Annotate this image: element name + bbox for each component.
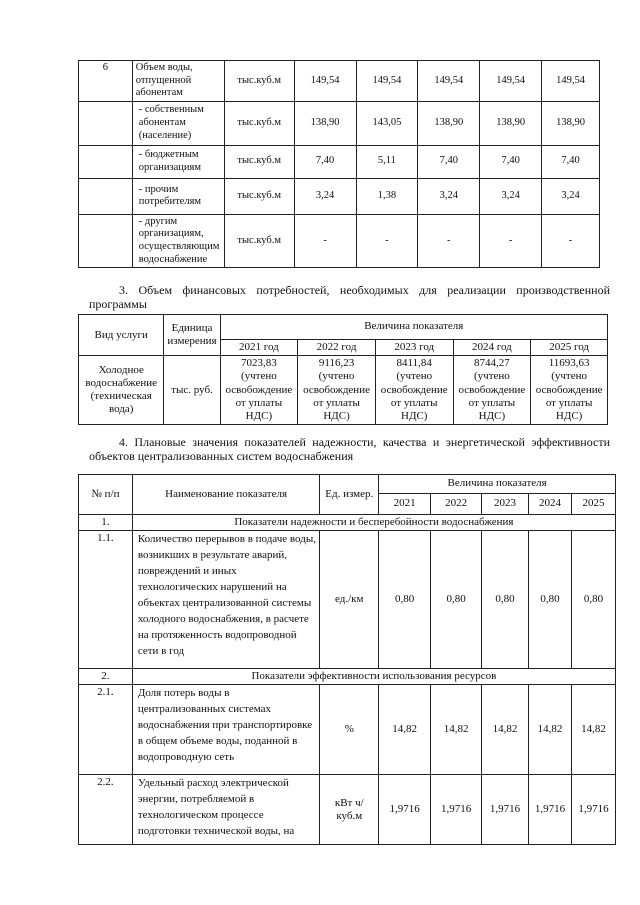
table-row: [79, 145, 600, 178]
year-header: 2024: [529, 494, 572, 515]
row-value: 7,40: [418, 145, 480, 178]
row-value: 0,80: [571, 531, 615, 669]
year-header: 2022 год: [298, 340, 376, 356]
row-value: 14,82: [529, 685, 572, 775]
row-value: 14,82: [431, 685, 482, 775]
section-title: Показатели эффективности использования ресурсов: [132, 669, 615, 685]
row-value: -: [356, 214, 418, 267]
row-name: - другим организациям, осуществляющим водоснабжение: [132, 214, 224, 267]
year-header: 2024 год: [453, 340, 531, 356]
row-value: 1,9716: [379, 775, 431, 845]
value-note: (учтено освобождение от уплаты НДС): [458, 370, 526, 422]
row-number: [79, 214, 133, 267]
row-name: Количество перерывов в подаче воды, возникших в результате аварий, повреждений и иных технологических нарушений на объектах централизованной системы холодного водоснабжения, в расчете на протяженность водопроводной сети в год: [132, 531, 320, 669]
col-unit-header: Ед. измер.: [320, 475, 379, 515]
year-header: 2021 год: [220, 340, 298, 356]
row-unit: тыс.куб.м: [224, 145, 294, 178]
row-value: 138,90: [294, 101, 356, 145]
col-unit-header: Единица измерения: [164, 315, 220, 356]
table-row: [79, 101, 600, 145]
row-value: 3,24: [480, 178, 542, 214]
section-row: [79, 669, 616, 685]
value-amount: 11693,63: [548, 357, 590, 370]
row-value: 1,9716: [482, 775, 529, 845]
col-name-header: Наименование показателя: [132, 475, 320, 515]
financial-value: [375, 356, 453, 425]
col-value-header: Величина показателя: [379, 475, 616, 494]
year-header: 2023 год: [375, 340, 453, 356]
year-header: 2025: [571, 494, 615, 515]
row-number: [79, 101, 133, 145]
row-number: [79, 145, 133, 178]
indicators-table: [78, 474, 616, 845]
row-value: 14,82: [571, 685, 615, 775]
value-note: (учтено освобождение от уплаты НДС): [303, 370, 370, 422]
section-row: [79, 515, 616, 531]
row-unit: кВт ч/куб.м: [320, 775, 379, 845]
row-value: -: [418, 214, 480, 267]
col-value-header: Величина показателя: [220, 315, 607, 340]
row-number: 6: [79, 61, 133, 102]
value-amount: 9116,23: [318, 357, 355, 370]
row-value: 1,38: [356, 178, 418, 214]
water-volume-table: [78, 60, 600, 268]
financial-value: [531, 356, 608, 425]
financial-value: [298, 356, 376, 425]
section-4-heading: 4. Плановые значения показателей надежности, качества и энергетической эффективности объектов централизованных систем водоснабжения: [89, 435, 610, 463]
row-value: 0,80: [529, 531, 572, 669]
row-value: -: [542, 214, 600, 267]
row-number: 2.1.: [79, 685, 133, 775]
table-row: [79, 685, 616, 775]
table-row: [79, 178, 600, 214]
row-unit: тыс.куб.м: [224, 214, 294, 267]
row-name: - прочим потребителям: [132, 178, 224, 214]
value-amount: 8411,84: [396, 357, 432, 370]
row-value: 138,90: [480, 101, 542, 145]
row-value: 1,9716: [431, 775, 482, 845]
row-value: 14,82: [379, 685, 431, 775]
row-value: 14,82: [482, 685, 529, 775]
table-row: [79, 214, 600, 267]
row-number: 1.1.: [79, 531, 133, 669]
row-name: Доля потерь воды в централизованных системах водоснабжения при транспортировке в общем объеме воды, поданной в водопроводную сеть: [132, 685, 320, 775]
row-name: - собственным абонентам (население): [132, 101, 224, 145]
year-header: 2025 год: [531, 340, 608, 356]
row-value: 149,54: [418, 61, 480, 102]
row-value: 149,54: [480, 61, 542, 102]
row-value: 7,40: [480, 145, 542, 178]
row-value: 149,54: [294, 61, 356, 102]
row-unit: тыс.куб.м: [224, 101, 294, 145]
year-header: 2023: [482, 494, 529, 515]
year-header: 2022: [431, 494, 482, 515]
row-value: 138,90: [418, 101, 480, 145]
row-name: Удельный расход электрической энергии, потребляемой в технологическом процессе подготовки технической воды, на: [132, 775, 320, 845]
row-value: 1,9716: [571, 775, 615, 845]
col-num-header: № п/п: [79, 475, 133, 515]
section-number: 1.: [79, 515, 133, 531]
value-note: (учтено освобождение от уплаты НДС): [380, 370, 448, 422]
table-row: [79, 61, 600, 102]
row-value: 3,24: [542, 178, 600, 214]
table-row: [79, 531, 616, 669]
row-unit: %: [320, 685, 379, 775]
row-value: 7,40: [542, 145, 600, 178]
service-unit: тыс. руб.: [164, 356, 220, 425]
value-note: (учтено освобождение от уплаты НДС): [225, 370, 293, 422]
row-value: 143,05: [356, 101, 418, 145]
row-name: Объем воды, отпущенной абонентам: [132, 61, 224, 102]
row-value: 0,80: [482, 531, 529, 669]
row-value: 0,80: [379, 531, 431, 669]
row-value: 0,80: [431, 531, 482, 669]
row-value: -: [480, 214, 542, 267]
row-value: 1,9716: [529, 775, 572, 845]
row-number: 2.2.: [79, 775, 133, 845]
row-value: 5,11: [356, 145, 418, 178]
section-title: Показатели надежности и бесперебойности водоснабжения: [132, 515, 615, 531]
value-amount: 7023,83: [241, 357, 277, 370]
row-unit: ед./км: [320, 531, 379, 669]
value-note: (учтено освобождение от уплаты НДС): [535, 370, 603, 422]
row-unit: тыс.куб.м: [224, 61, 294, 102]
year-header: 2021: [379, 494, 431, 515]
value-amount: 8744,27: [474, 357, 510, 370]
row-value: 138,90: [542, 101, 600, 145]
section-number: 2.: [79, 669, 133, 685]
row-value: 149,54: [542, 61, 600, 102]
row-value: 3,24: [294, 178, 356, 214]
financial-value: [220, 356, 298, 425]
service-name: Холодное водоснабжение (техническая вода): [79, 356, 164, 425]
row-value: 7,40: [294, 145, 356, 178]
row-unit: тыс.куб.м: [224, 178, 294, 214]
table-row: [79, 775, 616, 845]
section-3-heading: 3. Объем финансовых потребностей, необходимых для реализации производственной программы: [89, 283, 610, 311]
financial-needs-table: [78, 314, 608, 425]
row-value: -: [294, 214, 356, 267]
row-number: [79, 178, 133, 214]
row-value: 149,54: [356, 61, 418, 102]
col-service-header: Вид услуги: [79, 315, 164, 356]
row-name: - бюджетным организациям: [132, 145, 224, 178]
financial-value: [453, 356, 531, 425]
row-value: 3,24: [418, 178, 480, 214]
